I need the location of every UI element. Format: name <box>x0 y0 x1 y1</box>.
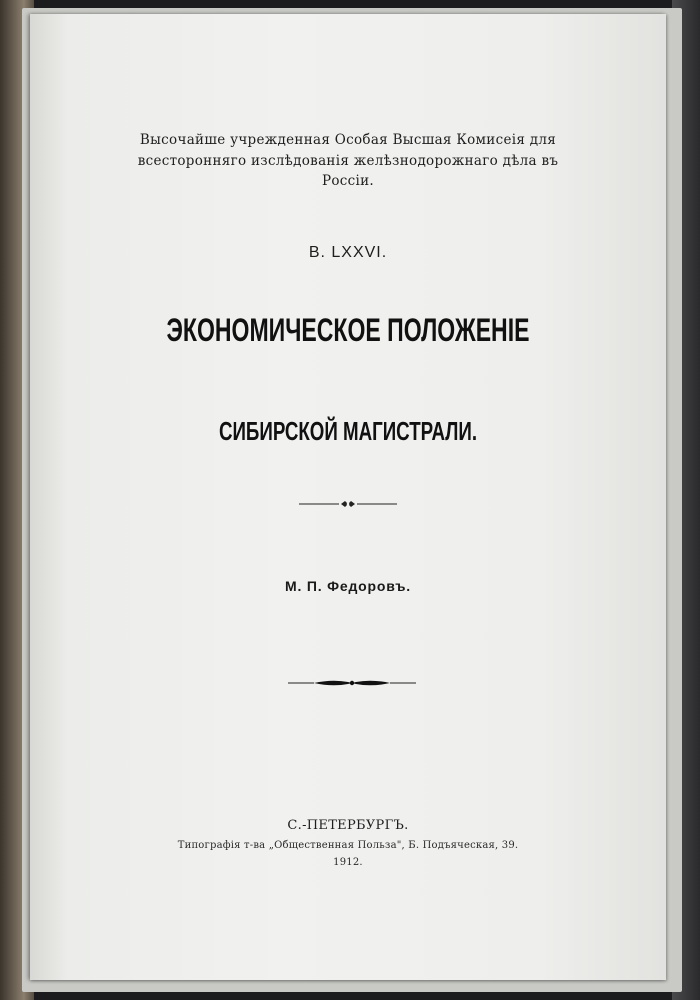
series-number: В. LXXVI. <box>308 244 388 261</box>
author-name: М. П. Федоровъ. <box>285 578 411 594</box>
title-page-content <box>30 14 666 980</box>
title-subtitle: СИБИРСКОЙ МАГИСТРАЛИ. <box>218 416 478 446</box>
commission-line-1: Высочайше учрежденная Особая Высшая Комисеія для <box>139 132 557 148</box>
commission-line-3: Россіи. <box>321 173 375 189</box>
imprint-year: 1912. <box>333 857 363 868</box>
commission-line-2: всесторонняго изслѣдованія желѣзнодорожнаго дѣла въ <box>137 153 559 169</box>
top-ornament-icon <box>293 498 403 510</box>
imprint-city: С.-ПЕТЕРБУРГЪ. <box>287 818 409 833</box>
title-main: ЭКОНОМИЧЕСКОЕ ПОЛОЖЕНІЕ <box>166 312 530 348</box>
title-page <box>30 14 666 980</box>
imprint-printer: Типографія т-ва „Общественная Польза", Б. Подъяческая, 39. <box>177 840 519 851</box>
bottom-ornament-icon <box>284 677 420 689</box>
